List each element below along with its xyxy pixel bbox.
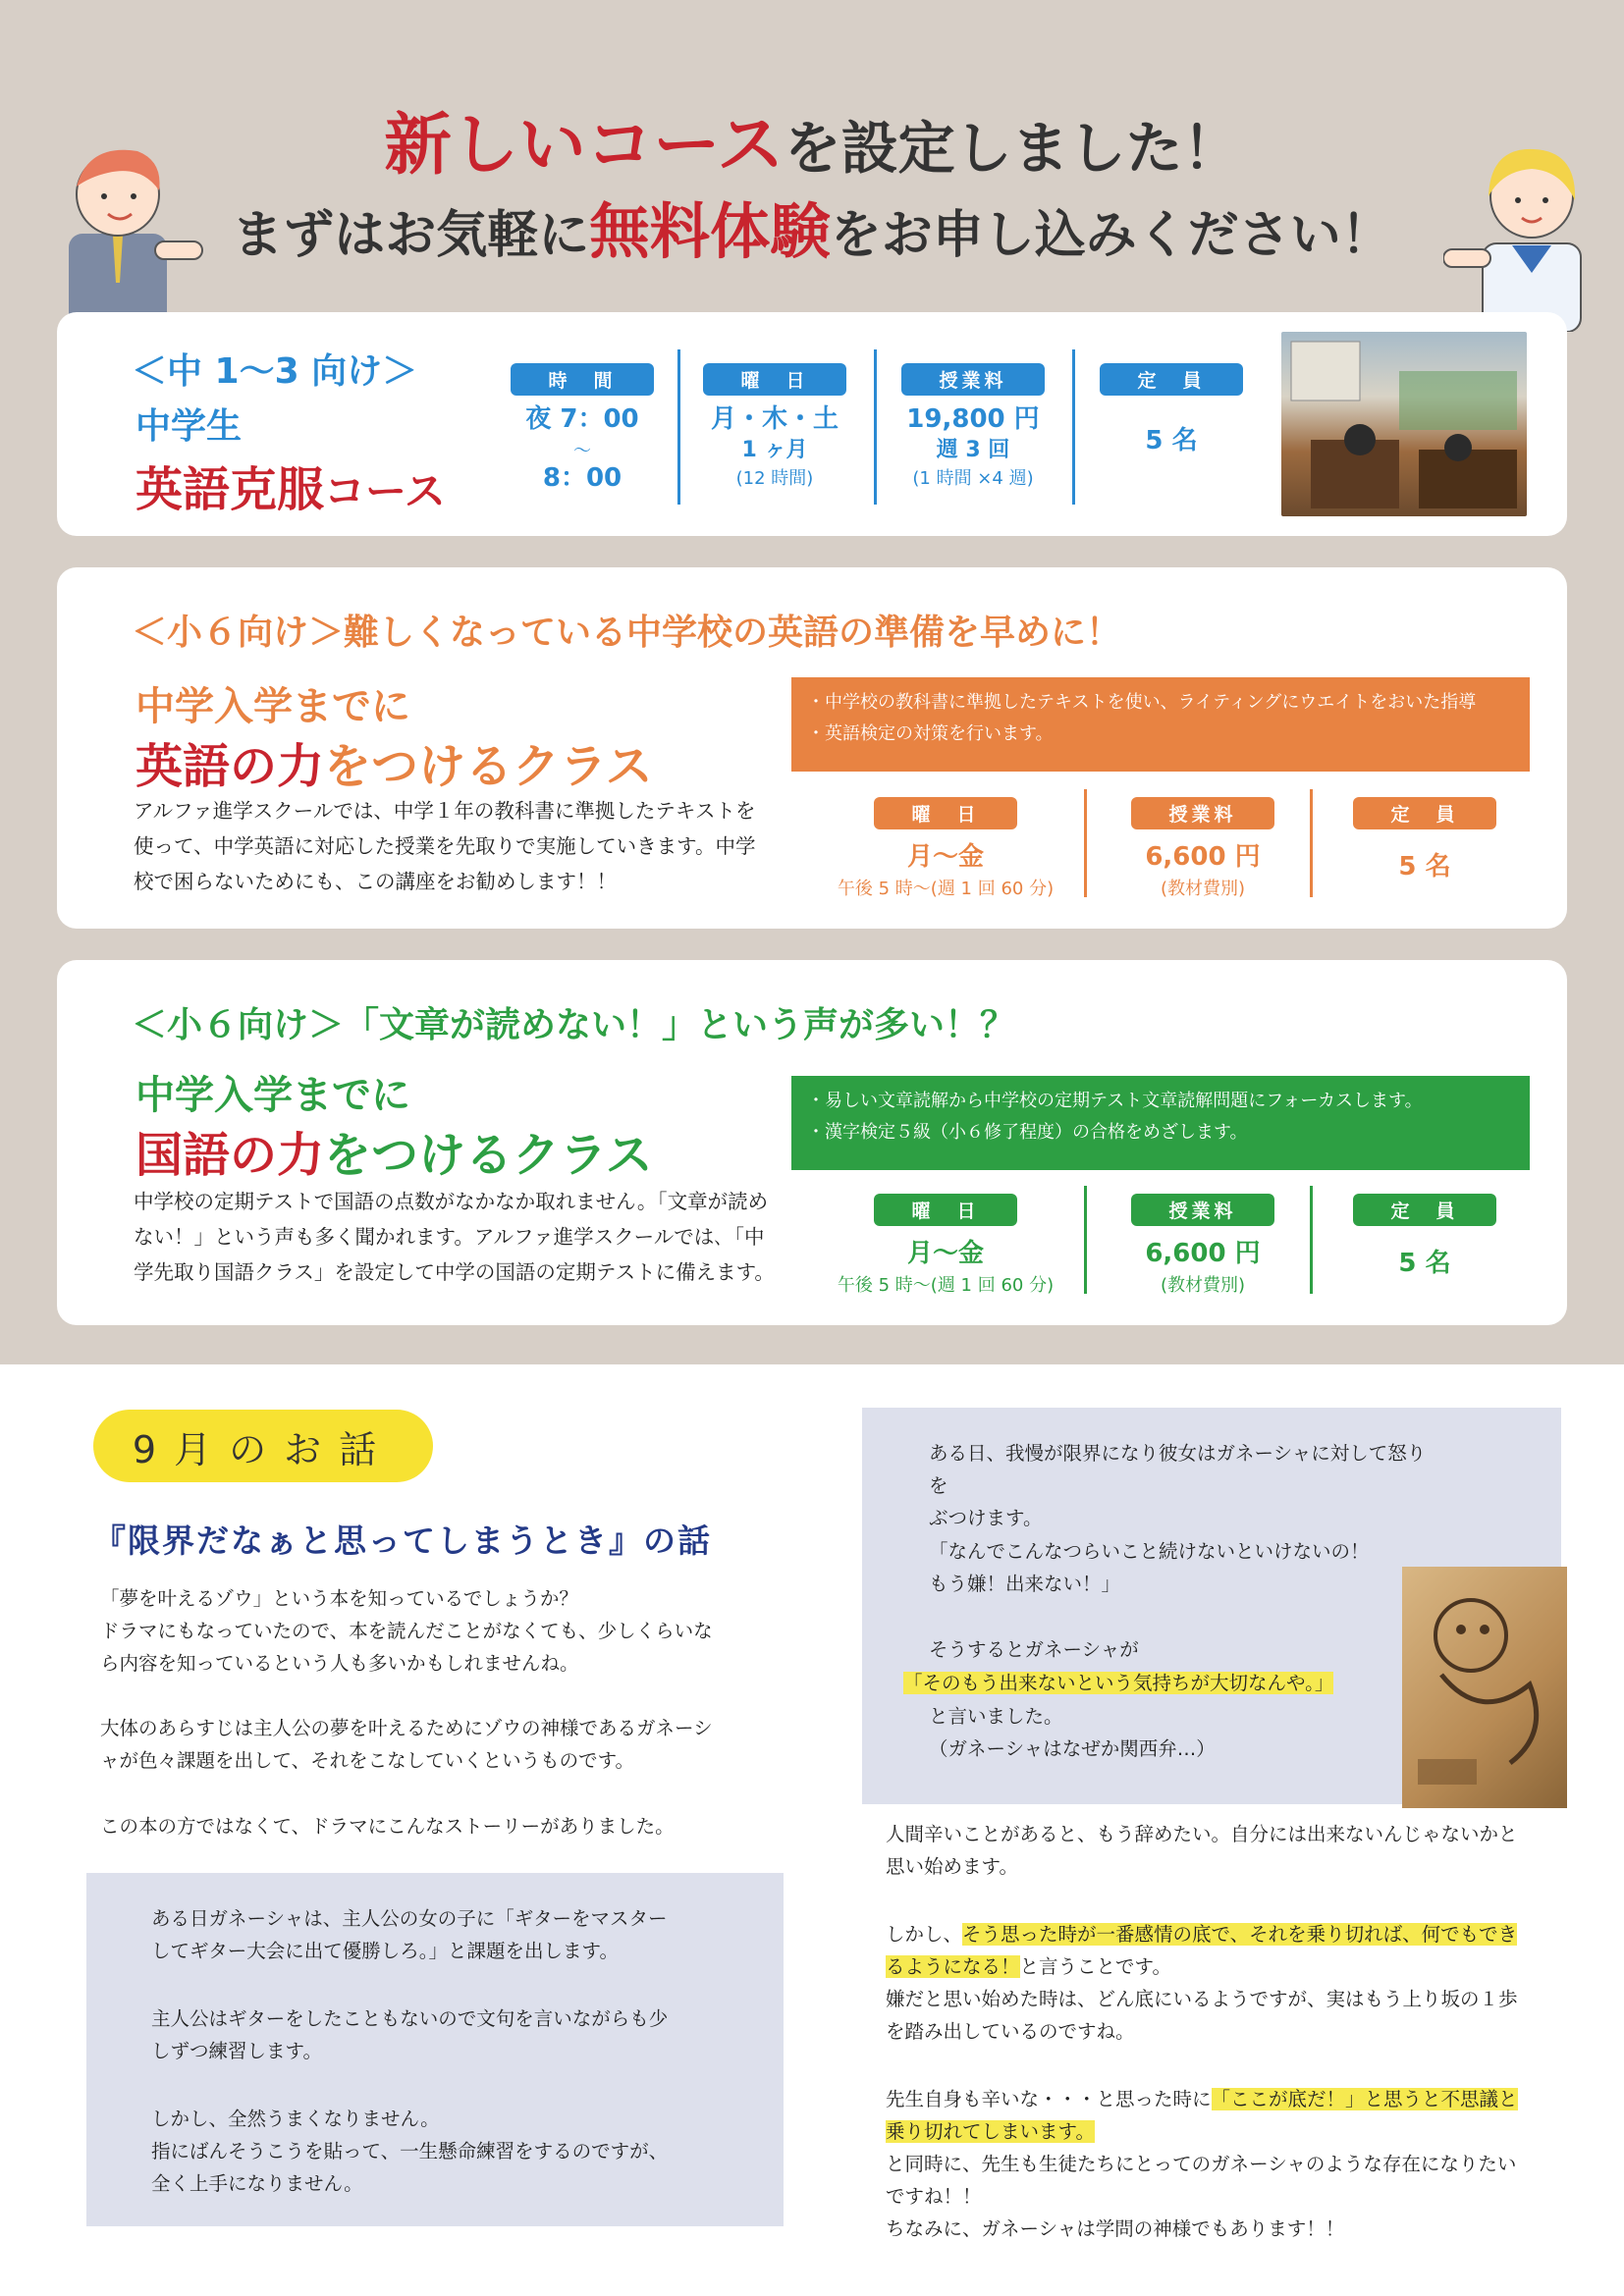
p2-highlight-1: そう思った時が一番感情の底で、それを乗り切れば、何でもでき (962, 1923, 1518, 1946)
story-box-right-3: そうするとガネーシャが (929, 1638, 1139, 1661)
headline-line2 (0, 183, 1624, 270)
course1-capacity-label: 定 員 (1100, 363, 1243, 396)
book-cover-illustration (1402, 1567, 1567, 1808)
course3-fee-column (1129, 1194, 1276, 1297)
headline-line2-a: まずはお気軽に (232, 206, 590, 265)
p2-tail: と言うことです。 (1019, 1955, 1171, 1978)
course1-capacity: 5 名 (1145, 426, 1198, 455)
course3-name1: 中学入学までに (135, 1073, 410, 1118)
course1-time-start: 夜 7：00 (525, 404, 639, 434)
course2-features (791, 677, 1530, 772)
course2-capacity: 5 名 (1398, 852, 1451, 881)
story-box-right-2: 「なんでこんなつらいこと続けないといけないの！ もう嫌！出来ない！」 (929, 1540, 1370, 1595)
story-box-left-1: ある日ガネーシャは、主人公の女の子に「ギターをマスター してギター大会に出て優勝しろ。」と課題を出します。 (151, 1907, 668, 1962)
course1-days-label: 曜 日 (703, 363, 846, 396)
p2-rest: 嫌だと思い始めた時は、どん底にいるようですが、実はもう上り坂の１歩 を踏み出しているのですね。 (886, 1988, 1518, 2043)
story-title: 『限界だなぁと思ってしまうとき』の話 (93, 1522, 712, 1560)
headline-line2-b: をお申し込みください！ (830, 206, 1392, 265)
story-paragraph-3 (886, 2083, 1593, 2245)
p2-lead: しかし、 (886, 1923, 963, 1946)
course1-time-end: 8：00 (542, 462, 623, 493)
p3-highlight-2: 乗り切れてしまいます。 (886, 2120, 1095, 2143)
course1-time-tilde: 〜 (573, 440, 591, 461)
course3-name2-rest: をつけるクラス (324, 1128, 653, 1183)
p3-highlight-1: 「ここが底だ！」と思うと不思議と (1211, 2088, 1518, 2110)
course3-name2 (135, 1117, 653, 1185)
course1-fee: 19,800 円 (906, 404, 1040, 434)
highlighted-quote: 「そのもう出来ないという気持ちが大切なんや。」 (903, 1672, 1334, 1694)
course1-capacity-column (1098, 363, 1245, 458)
course3-feature-1: ・易しい文章読解から中学校の定期テスト文章読解問題にフォーカスします。 (807, 1091, 1423, 1111)
course2-fee-note: (教材費別) (1160, 878, 1246, 899)
course1-target: ＜中 1〜3 向け＞ (132, 351, 418, 392)
course1-hours: (12 時間) (735, 468, 814, 490)
course2-time: 午後 5 時〜(週 1 回 60 分) (837, 878, 1055, 899)
student-girl-illustration (1443, 126, 1610, 332)
course3-capacity: 5 名 (1398, 1249, 1451, 1278)
story-intro-2: 大体のあらすじは主人公の夢を叶えるためにゾウの神様であるガネーシ ャが色々課題を出して、それをこなしていくというものです。 (100, 1717, 713, 1772)
headline-accent-new-course: 新しいコース (384, 106, 785, 185)
course2-fee-label: 授業料 (1131, 797, 1274, 829)
p2-highlight-2: るようになる！ (886, 1955, 1020, 1978)
course2-capacity-label: 定 員 (1353, 797, 1496, 829)
course3-name2-accent: 国語の力 (135, 1128, 325, 1183)
story-paragraph-2 (886, 1918, 1573, 2048)
course3-fee-label: 授業料 (1131, 1194, 1274, 1226)
story-badge-text: 9月のお話 (132, 1428, 395, 1471)
course1-days-column (701, 363, 848, 490)
course3-days-column (833, 1194, 1058, 1297)
divider (1072, 349, 1075, 505)
divider (874, 349, 877, 505)
story-box-right-quote (903, 1667, 1333, 1699)
course1-fee-note: (1 時間 ×4 週) (912, 468, 1034, 490)
teacher-boy-illustration (39, 126, 206, 332)
divider (1084, 789, 1087, 897)
course1-name2 (135, 452, 446, 519)
story-box-left-2: 主人公はギターをしたこともないので文句を言いながらも少 しずつ練習します。 (151, 2007, 669, 2062)
course2-feature-2: ・英語検定の対策を行います。 (807, 723, 1054, 744)
course1-name2-rest: コース (324, 467, 446, 515)
course2-feature-1: ・中学校の教科書に準拠したテキストを使い、ライティングにウエイトをおいた指導 (807, 692, 1477, 713)
story-intro-1: 「夢を叶えるゾウ」という本を知っているでしょうか？ ドラマにもなっていたので、本を読んだことがなくても、少しくらいな ら内容を知っているという人も多いかもしれませんね。 (100, 1587, 713, 1675)
story-box-left-3: しかし、全然うまくなりません。 指にばんそうこうを貼って、一生懸命練習をするのですが、 全く上手になりません。 (151, 2108, 669, 2195)
course3-description: 中学校の定期テストで国語の点数がなかなか取れません。「文章が読めない！」という声も多く聞かれます。アルファ進学スクールでは､「中学先取り国語クラス」を設定して中学の国語の定期テストに備えます。 (134, 1190, 775, 1284)
course3-headline: ＜小６向け＞「文章が読めない！」という声が多い！？ (132, 1005, 1016, 1045)
headline-line1-rest: を設定しました！ (784, 115, 1240, 182)
divider (677, 349, 680, 505)
course1-name1: 中学生 (135, 406, 243, 447)
course3-time: 午後 5 時〜(週 1 回 60 分) (837, 1274, 1055, 1296)
headline-line1 (0, 90, 1624, 187)
course3-fee-note: (教材費別) (1160, 1274, 1246, 1296)
course1-days: 月・木・土 (710, 404, 839, 434)
divider (1084, 1186, 1087, 1294)
course3-capacity-column (1351, 1194, 1498, 1281)
course2-name2-rest: をつけるクラス (324, 739, 653, 794)
course2-name2-accent: 英語の力 (135, 739, 325, 794)
course1-time-label: 時 間 (511, 363, 654, 396)
course1-time-column (509, 363, 656, 496)
course1-period: 1 ヶ月 (741, 437, 808, 462)
story-badge (93, 1410, 433, 1482)
course2-days-label: 曜 日 (874, 797, 1017, 829)
course3-feature-2: ・漢字検定５級（小６修了程度）の合格をめざします。 (807, 1122, 1248, 1143)
course2-name1: 中学入学までに (135, 684, 410, 729)
story-box-right-1: ある日、我慢が限界になり彼女はガネーシャに対して怒りを ぶつけます。 (929, 1442, 1427, 1529)
course1-fee-column (899, 363, 1047, 490)
course2-fee-column (1129, 797, 1276, 900)
course3-capacity-label: 定 員 (1353, 1194, 1496, 1226)
story-paragraph-1: 人間辛いことがあると、もう辞めたい。自分には出来ないんじゃないかと 思い始めます。 (886, 1823, 1518, 1878)
course2-name2 (135, 728, 653, 796)
course2-headline: ＜小６向け＞難しくなっている中学校の英語の準備を早めに！ (132, 613, 1122, 653)
course2-days-column (833, 797, 1058, 900)
story-box-right-after: と言いました。 （ガネーシャはなぜか関西弁…） (929, 1705, 1216, 1760)
course2-days: 月〜金 (906, 842, 984, 872)
course2-description: アルファ進学スクールでは、中学１年の教科書に準拠したテキストを使って、中学英語に対応した授業を先取りで実施していきます。中学校で困らないためにも、この講座をお勧めします！！ (134, 799, 756, 893)
course1-name2-accent: 英語克服 (135, 462, 325, 517)
classroom-photo (1281, 332, 1527, 516)
divider (1310, 789, 1313, 897)
story-intro-3: この本の方ではなくて、ドラマにこんなストーリーがありました。 (100, 1815, 675, 1838)
course2-capacity-column (1351, 797, 1498, 884)
course1-frequency: 週 3 回 (936, 437, 1010, 462)
course3-fee: 6,600 円 (1145, 1239, 1261, 1268)
course3-features (791, 1076, 1530, 1170)
headline-accent-free-trial: 無料体験 (589, 197, 831, 267)
course2-fee: 6,600 円 (1145, 842, 1261, 872)
p3-lead: 先生自身も辛いな・・・と思った時に (886, 2088, 1212, 2110)
divider (1310, 1186, 1313, 1294)
course1-fee-label: 授業料 (901, 363, 1045, 396)
course3-days: 月〜金 (906, 1239, 984, 1268)
p3-rest: と同時に、先生も生徒たちにとってのガネーシャのような存在になりたい ですね！！ ちなみに、ガネーシャは学問の神様でもあります！！ (886, 2153, 1517, 2240)
course3-days-label: 曜 日 (874, 1194, 1017, 1226)
